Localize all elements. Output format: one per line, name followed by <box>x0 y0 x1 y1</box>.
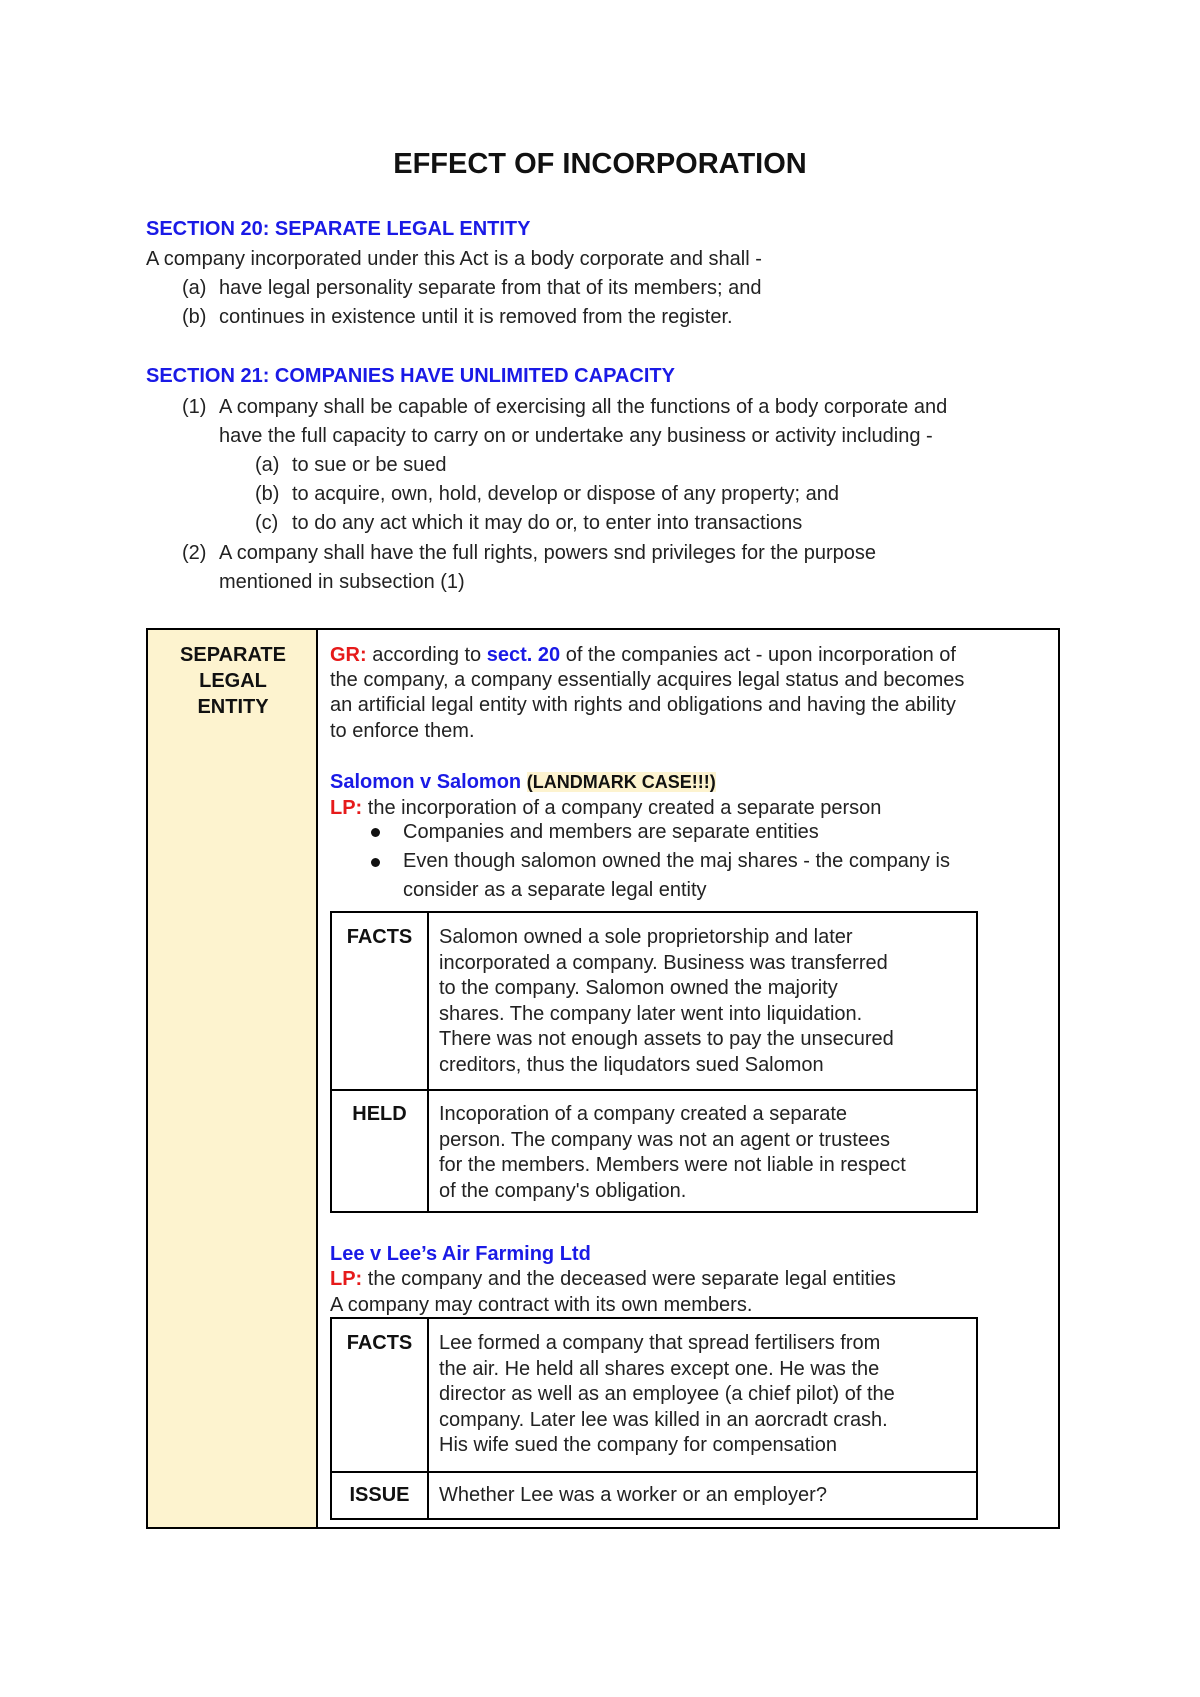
landmark-tag: (LANDMARK CASE!!!) <box>526 772 716 792</box>
gr-post: of the companies act - upon incorporation of <box>560 644 956 666</box>
section-21-sub-c-label: (c) <box>255 512 279 534</box>
case-1-title <box>330 770 716 796</box>
case-1-held-line: for the members. Members were not liable in respect <box>439 1154 906 1176</box>
case-1-bullet-1: Companies and members are separate entities <box>403 821 819 843</box>
table-left-label <box>148 642 318 720</box>
section-20-intro: A company incorporated under this Act is a body corporate and shall - <box>146 248 762 270</box>
left-label-line-2: LEGAL <box>199 670 267 692</box>
section-21-heading: SECTION 21: COMPANIES HAVE UNLIMITED CAPACITY <box>146 365 675 387</box>
case-1-facts-line: There was not enough assets to pay the unsecured <box>439 1028 894 1050</box>
inner-divider <box>332 1471 976 1473</box>
case-2-lp-label: LP: <box>330 1268 363 1290</box>
case-2-facts-label: FACTS <box>346 1332 413 1354</box>
case-1-held-label: HELD <box>352 1103 407 1125</box>
case-1-lp-label: LP: <box>330 797 363 819</box>
case-1-held-line: Incoporation of a company created a separate <box>439 1103 848 1125</box>
separate-legal-entity-table <box>146 628 1060 1529</box>
case-2-issue-text: Whether Lee was a worker or an employer? <box>439 1484 827 1506</box>
section-21-item-1-line2: have the full capacity to carry on or undertake any business or activity including - <box>219 425 933 447</box>
section-21-item-2-line2: mentioned in subsection (1) <box>219 571 465 593</box>
bullet-icon <box>371 858 380 867</box>
case-2-facts-line: the air. He held all shares except one. He was the <box>439 1358 880 1380</box>
case-2-issue-label: ISSUE <box>349 1484 410 1506</box>
case-1-name: Salomon v Salomon <box>330 771 522 793</box>
case-2-lp-text: the company and the deceased were separate legal entities <box>362 1268 896 1290</box>
gr-pre: according to <box>366 644 487 666</box>
section-20-item-b-label: (b) <box>182 306 207 328</box>
case-1-facts-line: Salomon owned a sole proprietorship and later <box>439 926 853 948</box>
gr-line-1 <box>330 643 956 669</box>
case-2-note: A company may contract with its own members. <box>330 1294 753 1316</box>
left-label-line-1: SEPARATE <box>180 644 286 666</box>
table-left-column <box>148 630 318 1527</box>
section-21-item-1-line1: A company shall be capable of exercising all the functions of a body corporate and <box>219 396 948 418</box>
case-2-facts-line: director as well as an employee (a chief pilot) of the <box>439 1383 895 1405</box>
left-label-line-3: ENTITY <box>197 696 269 718</box>
case-1-bullet-2-line-2: consider as a separate legal entity <box>403 879 707 901</box>
case-1-lp <box>330 796 881 822</box>
case-1-held-line: person. The company was not an agent or trustees <box>439 1129 891 1151</box>
case-1-facts-line: incorporated a company. Business was transferred <box>439 952 888 974</box>
case-2-facts-issue-table <box>330 1317 978 1520</box>
page-title: EFFECT OF INCORPORATION <box>393 148 807 180</box>
section-20-heading: SECTION 20: SEPARATE LEGAL ENTITY <box>146 218 531 240</box>
inner-divider <box>427 913 429 1211</box>
gr-label: GR: <box>330 644 367 666</box>
gr-section-ref: sect. 20 <box>486 644 561 666</box>
case-2-lp <box>330 1267 896 1293</box>
section-21-sub-b-label: (b) <box>255 483 280 505</box>
section-21-item-2-line1: A company shall have the full rights, powers snd privileges for the purpose <box>219 542 877 564</box>
case-1-facts-held-table <box>330 911 978 1213</box>
section-20-item-a-label: (a) <box>182 277 207 299</box>
case-1-facts-label: FACTS <box>346 926 413 948</box>
section-21-item-2-label: (2) <box>182 542 207 564</box>
section-21-sub-a-text: to sue or be sued <box>292 454 447 476</box>
case-2-name: Lee v Lee’s Air Farming Ltd <box>330 1243 591 1265</box>
case-2-facts-line: Lee formed a company that spread fertilisers from <box>439 1332 881 1354</box>
case-2-facts-line: His wife sued the company for compensation <box>439 1434 837 1456</box>
gr-line-2: the company, a company essentially acquires legal status and becomes <box>330 669 965 691</box>
section-21-sub-c-text: to do any act which it may do or, to enter into transactions <box>292 512 803 534</box>
section-21-item-1-label: (1) <box>182 396 207 418</box>
section-21-sub-b-text: to acquire, own, hold, develop or dispose of any property; and <box>292 483 840 505</box>
inner-divider <box>332 1089 976 1091</box>
case-1-held-line: of the company's obligation. <box>439 1180 687 1202</box>
gr-line-3: an artificial legal entity with rights and obligations and having the ability <box>330 694 956 716</box>
case-2-facts-line: company. Later lee was killed in an aorcradt crash. <box>439 1409 888 1431</box>
case-1-facts-line: to the company. Salomon owned the majority <box>439 977 838 999</box>
section-20-item-b-text: continues in existence until it is removed from the register. <box>219 306 733 328</box>
bullet-icon <box>371 828 380 837</box>
inner-divider <box>427 1319 429 1518</box>
gr-line-4: to enforce them. <box>330 720 475 742</box>
case-1-lp-text: the incorporation of a company created a separate person <box>362 797 882 819</box>
section-20-item-a-text: have legal personality separate from that of its members; and <box>219 277 762 299</box>
case-1-facts-line: creditors, thus the liqudators sued Salomon <box>439 1054 824 1076</box>
case-1-facts-line: shares. The company later went into liquidation. <box>439 1003 863 1025</box>
case-1-bullet-2-line-1: Even though salomon owned the maj shares - the company is <box>403 850 950 872</box>
section-21-sub-a-label: (a) <box>255 454 280 476</box>
